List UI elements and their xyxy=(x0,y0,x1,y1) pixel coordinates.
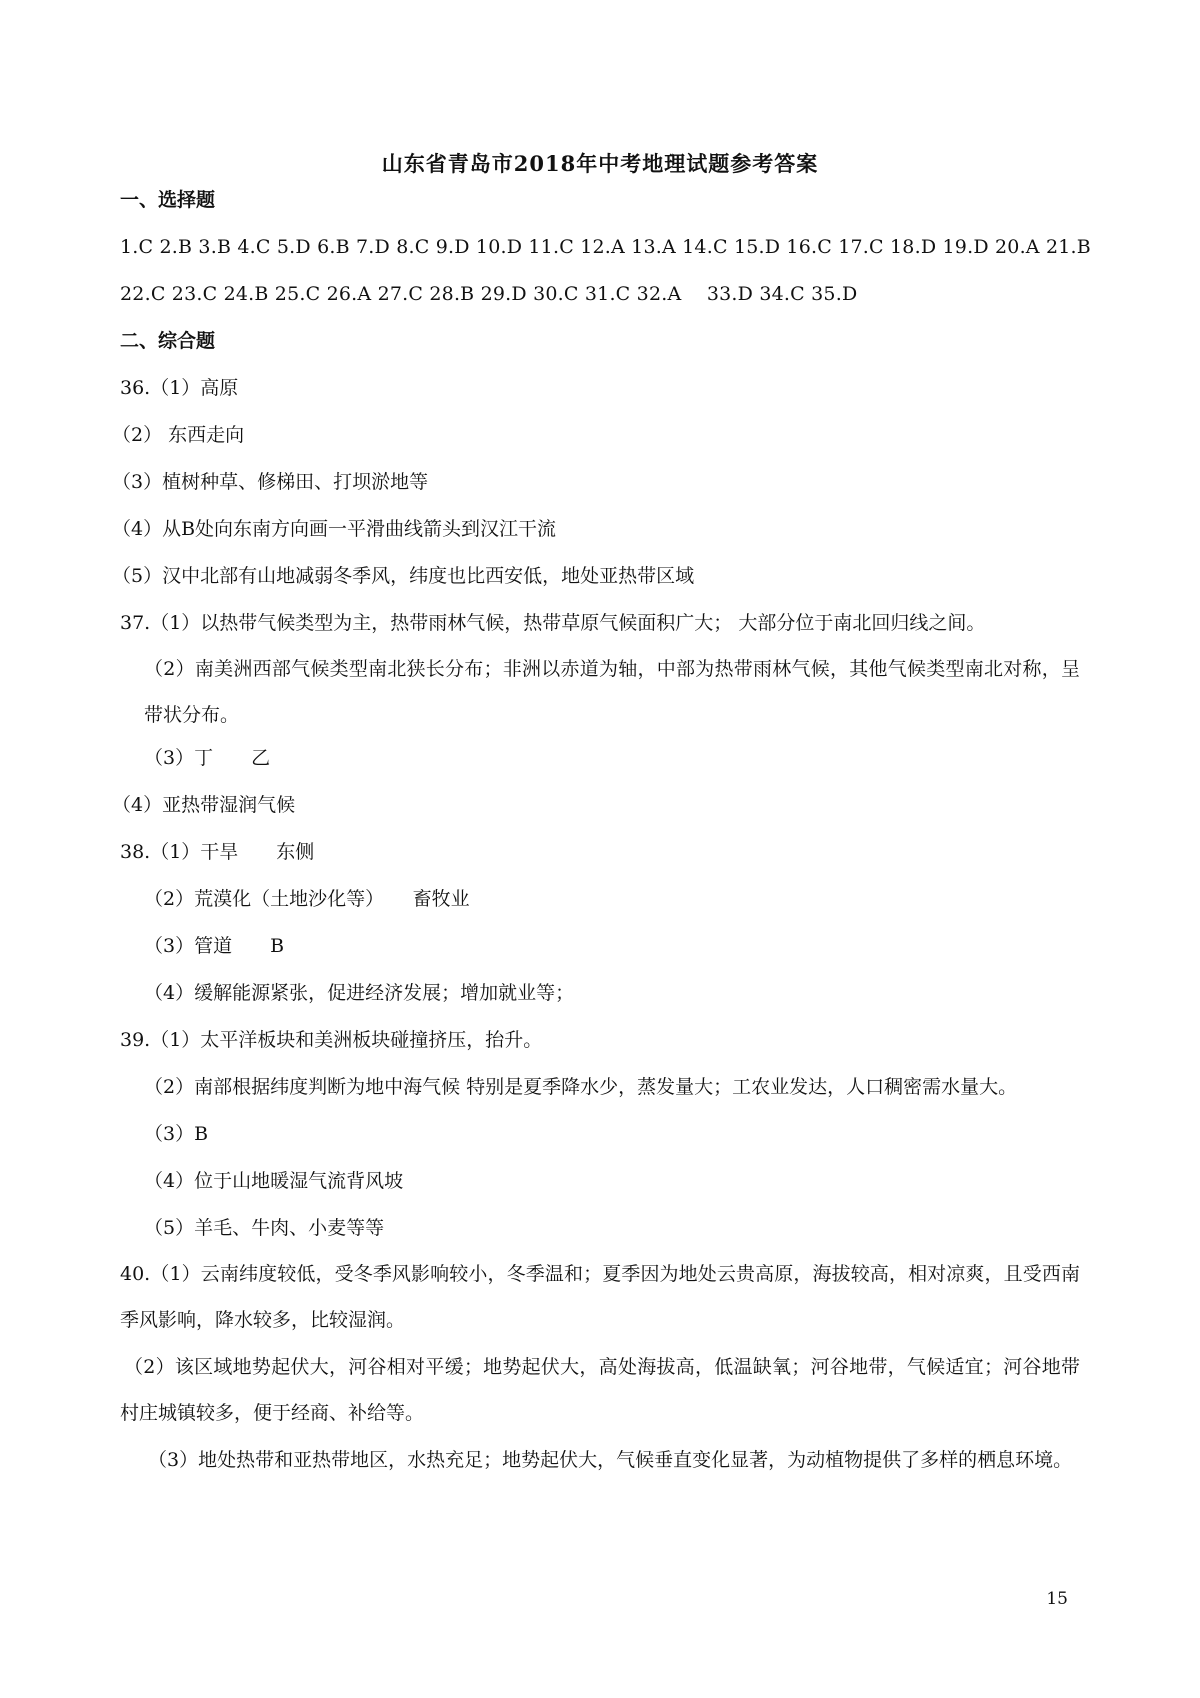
q38-part-1: 38.（1）干旱 东侧 xyxy=(120,841,315,863)
q38-part-3: （3）管道 B xyxy=(144,935,285,957)
section-heading-comprehensive: 二、综合题 xyxy=(120,330,216,352)
q38-part-2: （2）荒漠化（土地沙化等） 畜牧业 xyxy=(144,888,470,910)
q39-part-4: （4）位于山地暖湿气流背风坡 xyxy=(144,1170,404,1192)
page-number: 15 xyxy=(1046,1589,1068,1609)
q39-part-1: 39.（1）太平洋板块和美洲板块碰撞挤压，抬升。 xyxy=(120,1029,543,1051)
section-heading-choice: 一、选择题 xyxy=(120,189,216,211)
q40-part-3: （3）地处热带和亚热带地区，水热充足；地势起伏大，气候垂直变化显著，为动植物提供了多样的栖息环境。 xyxy=(148,1449,1073,1471)
q36-part-2: （2） 东西走向 xyxy=(112,424,245,446)
q38-part-4: （4）缓解能源紧张，促进经济发展；增加就业等； xyxy=(144,982,575,1004)
q39-part-3: （3）B xyxy=(144,1123,209,1145)
q36-part-3: （3）植树种草、修梯田、打坝淤地等 xyxy=(112,471,429,493)
q40-part-1: 40.（1）云南纬度较低，受冬季风影响较小，冬季温和；夏季因为地处云贵高原，海拔较高，相对凉爽，且受西南季风影响，降水较多，比较湿润。 xyxy=(120,1263,1080,1331)
q40-part-2: （2）该区域地势起伏大，河谷相对平缓；地势起伏大，高处海拔高，低温缺氧；河谷地带，气候适宜；河谷地带村庄城镇较多，便于经商、补给等。 xyxy=(120,1356,1080,1424)
q39-part-2: （2）南部根据纬度判断为地中海气候 特别是夏季降水少，蒸发量大；工农业发达，人口稠密需水量大。 xyxy=(144,1076,1018,1098)
q37-part-3: （3）丁 乙 xyxy=(144,747,271,769)
q37-part-4: （4）亚热带湿润气候 xyxy=(112,794,296,816)
q36-part-4: （4）从B处向东南方向画一平滑曲线箭头到汉江干流 xyxy=(112,518,557,540)
page-title: 山东省青岛市2018年中考地理试题参考答案 xyxy=(381,151,819,176)
q37-part-1: 37.（1）以热带气候类型为主，热带雨林气候，热带草原气候面积广大； 大部分位于南北回归线之间。 xyxy=(120,612,986,634)
answer-content xyxy=(112,188,1091,1484)
q39-part-5: （5）羊毛、牛肉、小麦等等 xyxy=(144,1217,385,1239)
q36-part-5: （5）汉中北部有山地减弱冬季风，纬度也比西安低，地处亚热带区域 xyxy=(112,565,695,587)
choice-answers-line-2: 22.C 23.C 24.B 25.C 26.A 27.C 28.B 29.D 30.C 31.C 32.A 33.D 34.C 35.D xyxy=(120,283,858,305)
q37-part-2: （2）南美洲西部气候类型南北狭长分布；非洲以赤道为轴，中部为热带雨林气候，其他气候类型南北对称，呈带状分布。 xyxy=(144,658,1080,726)
choice-answers-line-1: 1.C 2.B 3.B 4.C 5.D 6.B 7.D 8.C 9.D 10.D 11.C 12.A 13.A 14.C 15.D 16.C 17.C 18.D 19.D 20.A 21.B xyxy=(120,236,1091,258)
q36-part-1: 36.（1）高原 xyxy=(120,377,239,399)
